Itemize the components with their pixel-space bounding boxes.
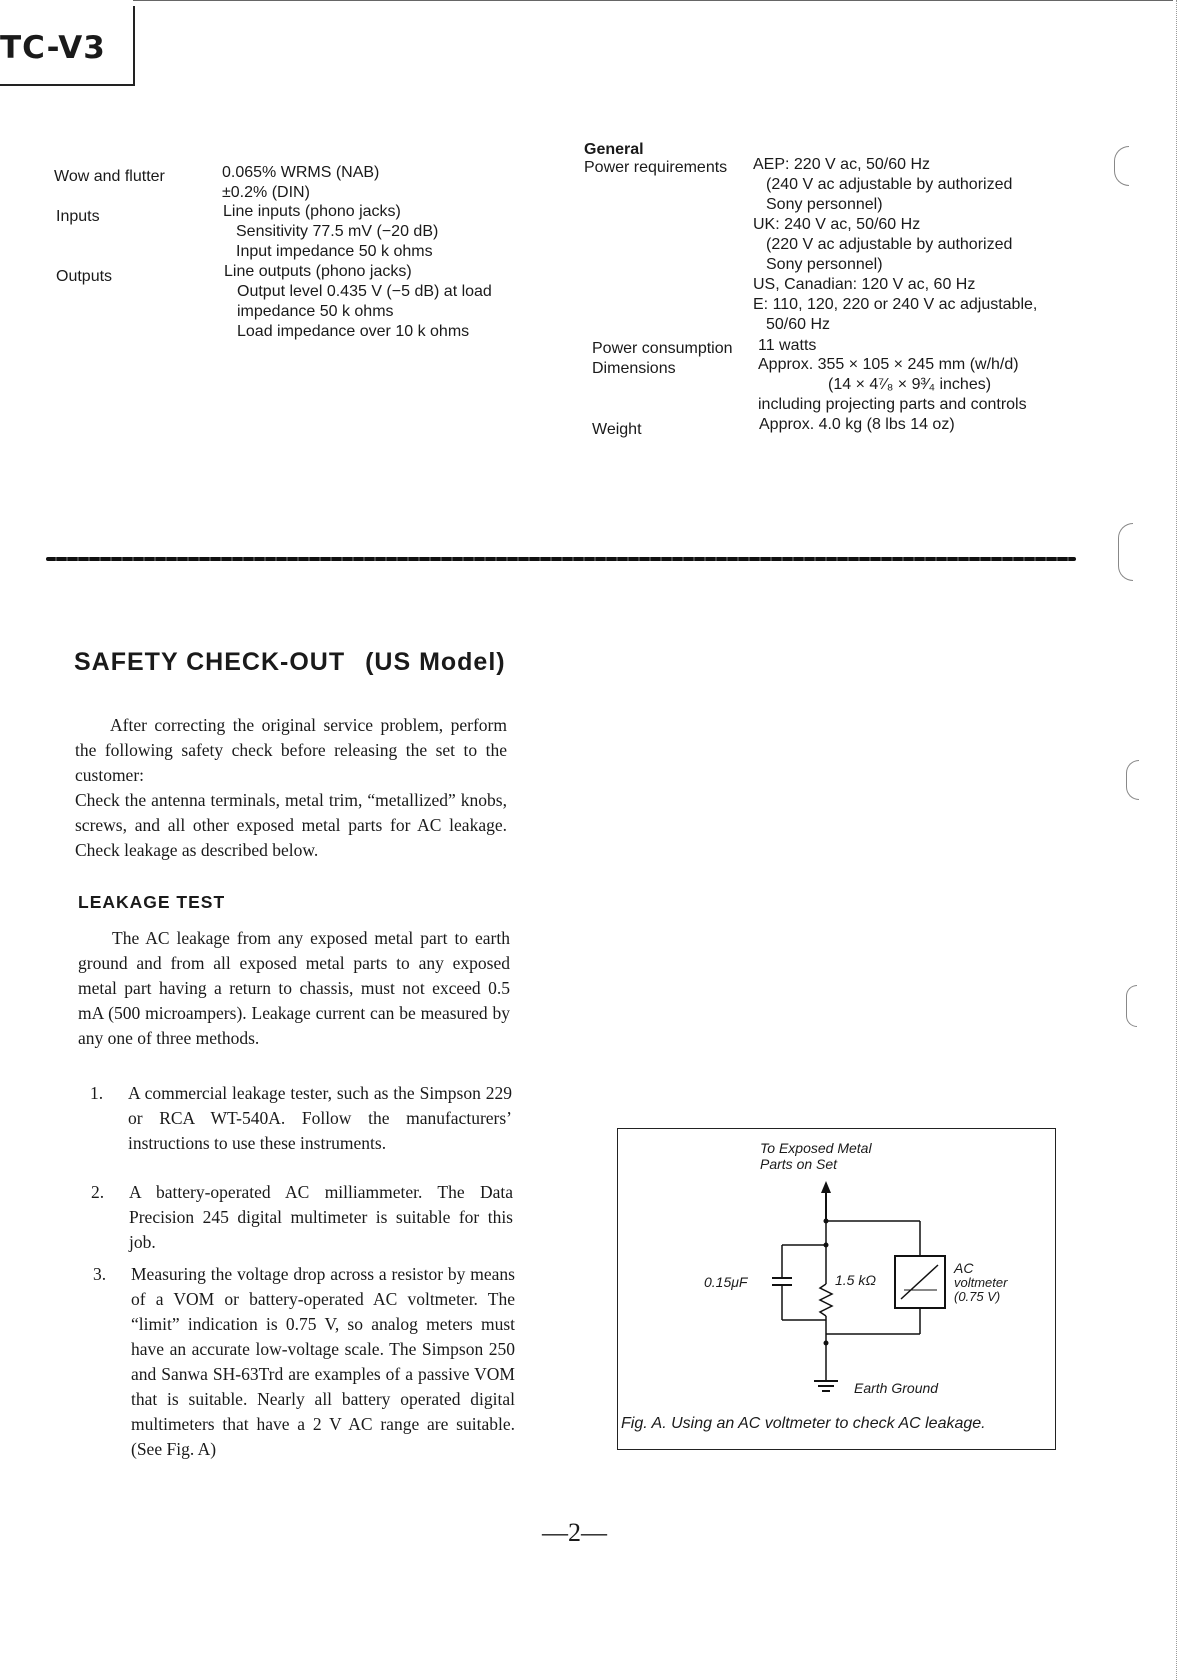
page-edge <box>1176 0 1177 1680</box>
spec-value-outputs <box>224 262 492 342</box>
method-text: A commercial leakage tester, such as the Simpson 229 or RCA WT-540A. Follow the manufacturers’ instructions to use these instruments. <box>128 1083 512 1153</box>
method-number: 2. <box>91 1182 105 1202</box>
spec-line: Output level 0.435 V (−5 dB) at load <box>237 283 492 300</box>
label-resistor: 1.5 kΩ <box>835 1272 877 1288</box>
spec-line: (220 V ac adjustable by authorized <box>766 236 1013 253</box>
method-text: A battery-operated AC milliammeter. The Data Precision 245 digital multimeter is suitable for this job. <box>129 1182 513 1252</box>
safety-title <box>74 648 506 677</box>
spec-line: (14 × 4⁷⁄₈ × 9³⁄₄ inches) <box>828 376 992 393</box>
spec-value-inputs <box>223 202 438 262</box>
spec-line: Load impedance over 10 k ohms <box>237 323 470 340</box>
figure-caption: Fig. A. Using an AC voltmeter to check AC leakage. <box>621 1415 986 1432</box>
spec-line: impedance 50 k ohms <box>237 303 394 320</box>
safety-title-main: SAFETY CHECK-OUT <box>74 648 346 676</box>
spec-line: including projecting parts and controls <box>758 396 1027 413</box>
label-meter-voltmeter: voltmeter <box>954 1275 1008 1290</box>
spec-line: AEP: 220 V ac, 50/60 Hz <box>753 156 930 173</box>
label-exposed-metal: To Exposed Metal <box>760 1140 872 1156</box>
spec-line: 50/60 Hz <box>766 316 831 333</box>
resistor-symbol-icon <box>820 1284 832 1316</box>
binding-mark <box>1114 146 1129 186</box>
spec-label-weight: Weight <box>592 421 642 438</box>
spec-label-inputs: Inputs <box>56 208 100 225</box>
top-rule <box>133 0 1173 1</box>
spec-label-power: Power requirements <box>584 159 728 176</box>
spec-line: US, Canadian: 120 V ac, 60 Hz <box>753 276 976 293</box>
spec-line: 0.065% WRMS (NAB) <box>222 164 380 181</box>
leakage-test-title: LEAKAGE TEST <box>78 892 226 912</box>
label-meter-ac: AC <box>954 1260 974 1276</box>
spec-heading-general: General <box>584 141 644 158</box>
spec-line: Line inputs (phono jacks) <box>223 203 401 220</box>
spec-value-power <box>753 155 1037 335</box>
binding-mark <box>1118 523 1133 581</box>
page-number: —2— <box>542 1518 607 1547</box>
spec-line: Line outputs (phono jacks) <box>224 263 412 280</box>
spec-line: Input impedance 50 k ohms <box>236 243 433 260</box>
binding-mark <box>1126 760 1139 800</box>
model-title: TC-V3 <box>0 30 106 66</box>
spec-value-dimensions <box>758 355 1027 415</box>
spec-value-weight: Approx. 4.0 kg (8 lbs 14 oz) <box>759 416 955 433</box>
label-parts-on-set: Parts on Set <box>760 1156 838 1172</box>
spec-label-outputs: Outputs <box>56 268 113 285</box>
spec-value-consumption: 11 watts <box>758 337 817 354</box>
label-capacitor: 0.15μF <box>704 1274 748 1290</box>
method-item-2 <box>91 1180 515 1255</box>
spec-value-wow <box>222 163 379 203</box>
section-separator <box>46 557 1076 561</box>
spec-line: UK: 240 V ac, 50/60 Hz <box>753 216 921 233</box>
spec-line: E: 110, 120, 220 or 240 V ac adjustable, <box>753 296 1038 313</box>
probe-arrow-icon <box>821 1181 831 1193</box>
label-earth-ground: Earth Ground <box>854 1380 939 1396</box>
safety-intro-paragraph: After correcting the original service problem, perform the following safety check before releasing the set to the customer: <box>75 715 507 785</box>
leakage-paragraph: The AC leakage from any exposed metal part to earth ground and from all exposed metal parts to any exposed metal part having a return to chassis, must not exceed 0.5 mA (500 microampers). Leakage current can be measured by any one of three methods. <box>78 928 510 1048</box>
figure-a-box <box>617 1128 1056 1450</box>
spec-line: (240 V ac adjustable by authorized <box>766 176 1013 193</box>
spec-line: Sensitivity 77.5 mV (−20 dB) <box>236 223 439 240</box>
spec-label-consumption: Power consumption <box>592 340 733 357</box>
binding-mark <box>1126 985 1137 1027</box>
safety-check-paragraph: Check the antenna terminals, metal trim, “metallized” knobs, screws, and all other exposed metal parts for AC leakage. Check leakage as described below. <box>75 790 507 860</box>
leakage-circuit-diagram <box>618 1129 1055 1449</box>
label-meter-limit: (0.75 V) <box>954 1289 1001 1304</box>
method-text: Measuring the voltage drop across a resistor by means of a VOM or battery-operated AC voltmeter. The “limit” indication is 0.75 V, so analog meters must have an accurate low-voltage scale. The Simpson 250 and Sanwa SH-63Trd are examples of a passive VOM that is suitable. Nearly all battery operated digital multimeters that have a 2 V AC range are suitable. (See Fig. A) <box>131 1264 515 1459</box>
method-item-1 <box>90 1081 514 1181</box>
spec-line: Sony personnel) <box>766 256 883 273</box>
spec-label-dimensions: Dimensions <box>592 360 676 377</box>
spec-line: Sony personnel) <box>766 196 883 213</box>
method-item-3 <box>93 1262 517 1482</box>
method-number: 1. <box>90 1083 104 1103</box>
spec-label-wow: Wow and flutter <box>54 168 165 185</box>
spec-line: Approx. 355 × 105 × 245 mm (w/h/d) <box>758 356 1019 373</box>
spec-line: ±0.2% (DIN) <box>222 184 310 201</box>
method-number: 3. <box>93 1264 107 1284</box>
safety-title-model: (US Model) <box>365 648 506 676</box>
